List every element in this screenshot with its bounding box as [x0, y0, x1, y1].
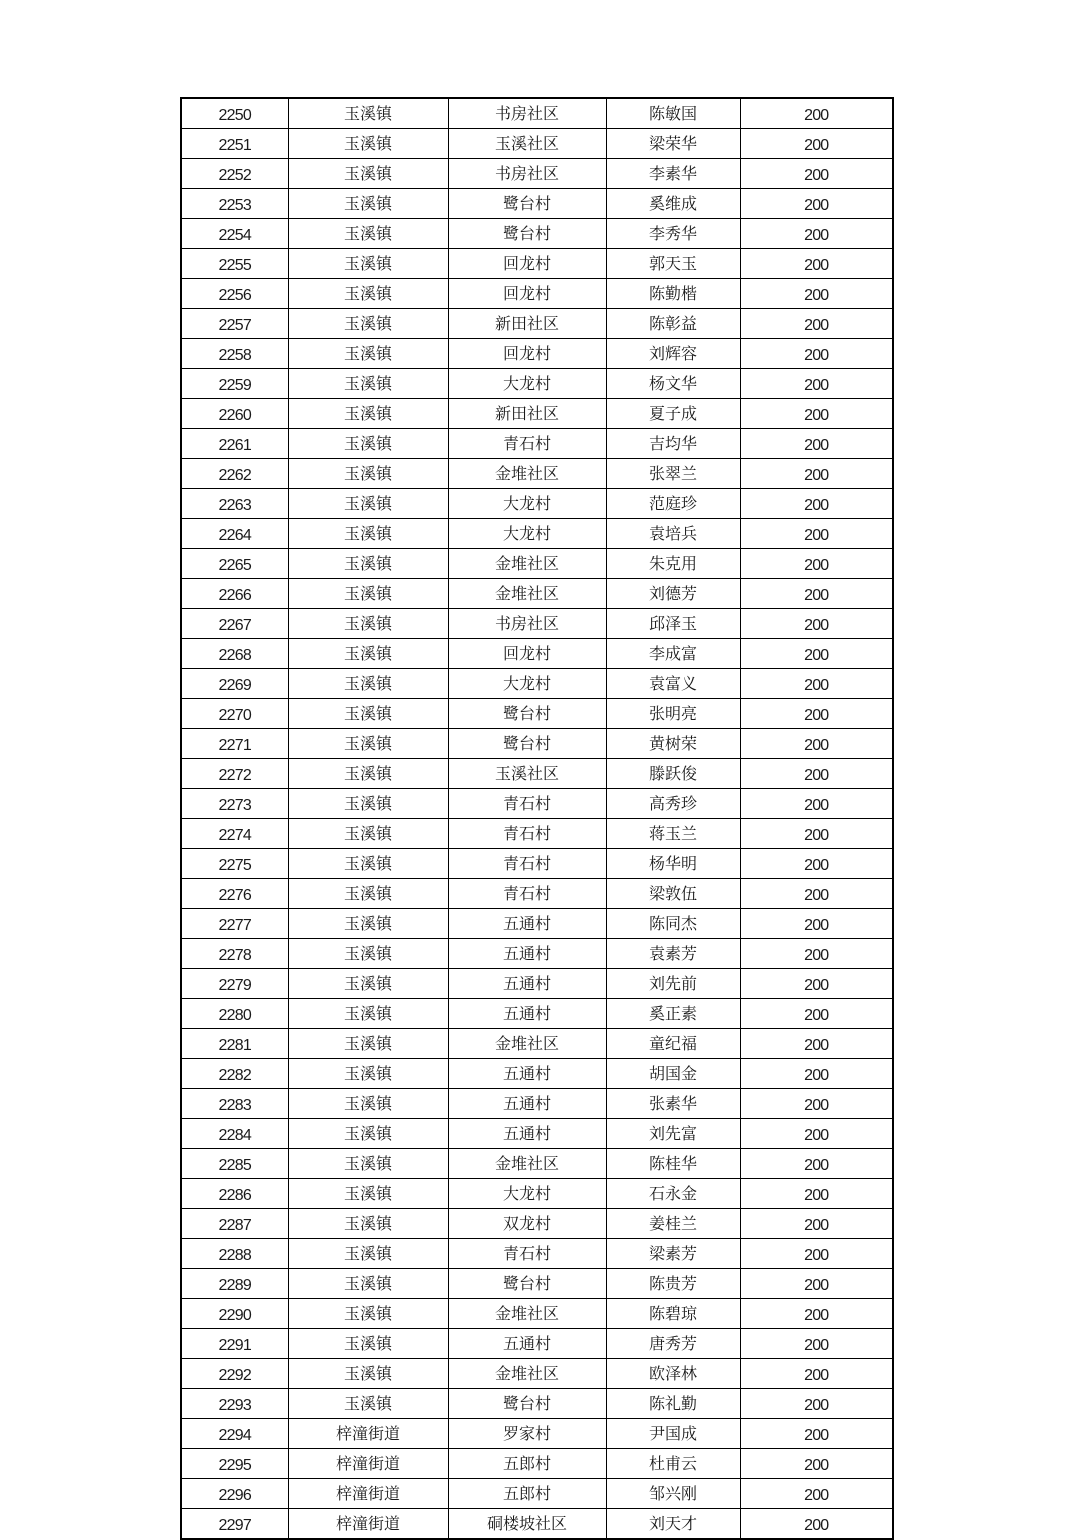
town-cell: 玉溪镇	[288, 1149, 448, 1179]
amount-cell: 200	[740, 1359, 893, 1389]
serial-number-cell: 2290	[181, 1299, 288, 1329]
amount-cell: 200	[740, 1419, 893, 1449]
person-name-cell: 夏子成	[606, 399, 740, 429]
village-cell: 回龙村	[448, 339, 606, 369]
person-name-cell: 朱克用	[606, 549, 740, 579]
table-row	[181, 159, 893, 189]
serial-number-cell: 2283	[181, 1089, 288, 1119]
table-row	[181, 969, 893, 999]
amount-cell: 200	[740, 1059, 893, 1089]
amount-cell: 200	[740, 1269, 893, 1299]
table-row	[181, 669, 893, 699]
serial-number-cell: 2270	[181, 699, 288, 729]
person-name-cell: 张明亮	[606, 699, 740, 729]
table-row	[181, 1089, 893, 1119]
town-cell: 玉溪镇	[288, 609, 448, 639]
table-row	[181, 1029, 893, 1059]
person-name-cell: 陈勤楷	[606, 279, 740, 309]
village-cell: 鹭台村	[448, 219, 606, 249]
village-cell: 鹭台村	[448, 729, 606, 759]
village-cell: 书房社区	[448, 98, 606, 129]
serial-number-cell: 2297	[181, 1509, 288, 1540]
town-cell: 梓潼街道	[288, 1419, 448, 1449]
town-cell: 玉溪镇	[288, 1389, 448, 1419]
village-cell: 双龙村	[448, 1209, 606, 1239]
village-cell: 硐楼坡社区	[448, 1509, 606, 1540]
person-name-cell: 童纪福	[606, 1029, 740, 1059]
table-row	[181, 519, 893, 549]
amount-cell: 200	[740, 1149, 893, 1179]
serial-number-cell: 2260	[181, 399, 288, 429]
amount-cell: 200	[740, 189, 893, 219]
village-cell: 五通村	[448, 1089, 606, 1119]
amount-cell: 200	[740, 789, 893, 819]
town-cell: 玉溪镇	[288, 219, 448, 249]
village-cell: 五郎村	[448, 1479, 606, 1509]
town-cell: 玉溪镇	[288, 879, 448, 909]
village-cell: 青石村	[448, 849, 606, 879]
amount-cell: 200	[740, 669, 893, 699]
table-row	[181, 549, 893, 579]
village-cell: 五通村	[448, 1329, 606, 1359]
amount-cell: 200	[740, 1329, 893, 1359]
village-cell: 大龙村	[448, 489, 606, 519]
town-cell: 玉溪镇	[288, 489, 448, 519]
amount-cell: 200	[740, 1119, 893, 1149]
roster-table-body	[181, 98, 893, 1539]
serial-number-cell: 2273	[181, 789, 288, 819]
town-cell: 玉溪镇	[288, 1359, 448, 1389]
amount-cell: 200	[740, 489, 893, 519]
town-cell: 玉溪镇	[288, 909, 448, 939]
table-row	[181, 909, 893, 939]
amount-cell: 200	[740, 1299, 893, 1329]
serial-number-cell: 2256	[181, 279, 288, 309]
town-cell: 玉溪镇	[288, 129, 448, 159]
table-row	[181, 1329, 893, 1359]
village-cell: 五通村	[448, 1119, 606, 1149]
village-cell: 五郎村	[448, 1449, 606, 1479]
village-cell: 金堆社区	[448, 579, 606, 609]
table-row	[181, 1389, 893, 1419]
town-cell: 玉溪镇	[288, 159, 448, 189]
town-cell: 玉溪镇	[288, 1059, 448, 1089]
village-cell: 大龙村	[448, 669, 606, 699]
serial-number-cell: 2251	[181, 129, 288, 159]
amount-cell: 200	[740, 639, 893, 669]
person-name-cell: 奚维成	[606, 189, 740, 219]
village-cell: 金堆社区	[448, 459, 606, 489]
serial-number-cell: 2257	[181, 309, 288, 339]
table-row	[181, 1149, 893, 1179]
amount-cell: 200	[740, 459, 893, 489]
amount-cell: 200	[740, 1209, 893, 1239]
person-name-cell: 欧泽林	[606, 1359, 740, 1389]
table-row	[181, 1509, 893, 1540]
person-name-cell: 陈桂华	[606, 1149, 740, 1179]
town-cell: 玉溪镇	[288, 1179, 448, 1209]
village-cell: 鹭台村	[448, 699, 606, 729]
person-name-cell: 石永金	[606, 1179, 740, 1209]
person-name-cell: 蒋玉兰	[606, 819, 740, 849]
serial-number-cell: 2287	[181, 1209, 288, 1239]
person-name-cell: 袁素芳	[606, 939, 740, 969]
amount-cell: 200	[740, 249, 893, 279]
village-cell: 金堆社区	[448, 549, 606, 579]
village-cell: 五通村	[448, 909, 606, 939]
village-cell: 金堆社区	[448, 1149, 606, 1179]
amount-cell: 200	[740, 579, 893, 609]
serial-number-cell: 2295	[181, 1449, 288, 1479]
person-name-cell: 杨文华	[606, 369, 740, 399]
town-cell: 玉溪镇	[288, 1269, 448, 1299]
town-cell: 玉溪镇	[288, 249, 448, 279]
village-cell: 鹭台村	[448, 1389, 606, 1419]
serial-number-cell: 2296	[181, 1479, 288, 1509]
serial-number-cell: 2274	[181, 819, 288, 849]
village-cell: 青石村	[448, 879, 606, 909]
amount-cell: 200	[740, 729, 893, 759]
town-cell: 玉溪镇	[288, 459, 448, 489]
table-row	[181, 579, 893, 609]
amount-cell: 200	[740, 699, 893, 729]
town-cell: 梓潼街道	[288, 1509, 448, 1540]
town-cell: 玉溪镇	[288, 1329, 448, 1359]
table-row	[181, 789, 893, 819]
village-cell: 五通村	[448, 1059, 606, 1089]
person-name-cell: 李秀华	[606, 219, 740, 249]
town-cell: 玉溪镇	[288, 1119, 448, 1149]
serial-number-cell: 2271	[181, 729, 288, 759]
table-row	[181, 609, 893, 639]
town-cell: 梓潼街道	[288, 1449, 448, 1479]
town-cell: 玉溪镇	[288, 1089, 448, 1119]
person-name-cell: 陈碧琼	[606, 1299, 740, 1329]
table-row	[181, 1179, 893, 1209]
table-row	[181, 759, 893, 789]
amount-cell: 200	[740, 429, 893, 459]
serial-number-cell: 2261	[181, 429, 288, 459]
village-cell: 书房社区	[448, 609, 606, 639]
serial-number-cell: 2286	[181, 1179, 288, 1209]
amount-cell: 200	[740, 879, 893, 909]
amount-cell: 200	[740, 309, 893, 339]
amount-cell: 200	[740, 219, 893, 249]
serial-number-cell: 2289	[181, 1269, 288, 1299]
person-name-cell: 奚正素	[606, 999, 740, 1029]
serial-number-cell: 2268	[181, 639, 288, 669]
table-row	[181, 639, 893, 669]
serial-number-cell: 2280	[181, 999, 288, 1029]
town-cell: 玉溪镇	[288, 849, 448, 879]
person-name-cell: 李素华	[606, 159, 740, 189]
town-cell: 玉溪镇	[288, 999, 448, 1029]
town-cell: 玉溪镇	[288, 98, 448, 129]
serial-number-cell: 2269	[181, 669, 288, 699]
town-cell: 梓潼街道	[288, 1479, 448, 1509]
person-name-cell: 刘德芳	[606, 579, 740, 609]
person-name-cell: 刘先富	[606, 1119, 740, 1149]
serial-number-cell: 2266	[181, 579, 288, 609]
table-row	[181, 1299, 893, 1329]
table-row	[181, 249, 893, 279]
person-name-cell: 陈同杰	[606, 909, 740, 939]
amount-cell: 200	[740, 1479, 893, 1509]
amount-cell: 200	[740, 399, 893, 429]
village-cell: 回龙村	[448, 639, 606, 669]
amount-cell: 200	[740, 759, 893, 789]
village-cell: 金堆社区	[448, 1299, 606, 1329]
table-row	[181, 309, 893, 339]
table-row	[181, 699, 893, 729]
person-name-cell: 陈贵芳	[606, 1269, 740, 1299]
person-name-cell: 范庭珍	[606, 489, 740, 519]
amount-cell: 200	[740, 1239, 893, 1269]
town-cell: 玉溪镇	[288, 279, 448, 309]
table-row	[181, 489, 893, 519]
amount-cell: 200	[740, 369, 893, 399]
town-cell: 玉溪镇	[288, 789, 448, 819]
amount-cell: 200	[740, 909, 893, 939]
person-name-cell: 陈礼勤	[606, 1389, 740, 1419]
amount-cell: 200	[740, 969, 893, 999]
serial-number-cell: 2276	[181, 879, 288, 909]
serial-number-cell: 2265	[181, 549, 288, 579]
serial-number-cell: 2264	[181, 519, 288, 549]
person-name-cell: 高秀珍	[606, 789, 740, 819]
person-name-cell: 郭天玉	[606, 249, 740, 279]
amount-cell: 200	[740, 939, 893, 969]
serial-number-cell: 2275	[181, 849, 288, 879]
town-cell: 玉溪镇	[288, 369, 448, 399]
person-name-cell: 袁培兵	[606, 519, 740, 549]
village-cell: 新田社区	[448, 309, 606, 339]
village-cell: 大龙村	[448, 369, 606, 399]
table-row	[181, 1449, 893, 1479]
table-row	[181, 189, 893, 219]
amount-cell: 200	[740, 129, 893, 159]
town-cell: 玉溪镇	[288, 189, 448, 219]
serial-number-cell: 2255	[181, 249, 288, 279]
village-cell: 新田社区	[448, 399, 606, 429]
town-cell: 玉溪镇	[288, 699, 448, 729]
table-row	[181, 279, 893, 309]
town-cell: 玉溪镇	[288, 579, 448, 609]
village-cell: 青石村	[448, 789, 606, 819]
village-cell: 鹭台村	[448, 1269, 606, 1299]
amount-cell: 200	[740, 849, 893, 879]
village-cell: 五通村	[448, 969, 606, 999]
table-row	[181, 1059, 893, 1089]
town-cell: 玉溪镇	[288, 519, 448, 549]
table-row	[181, 819, 893, 849]
person-name-cell: 刘天才	[606, 1509, 740, 1540]
town-cell: 玉溪镇	[288, 669, 448, 699]
amount-cell: 200	[740, 519, 893, 549]
town-cell: 玉溪镇	[288, 1029, 448, 1059]
village-cell: 玉溪社区	[448, 129, 606, 159]
amount-cell: 200	[740, 339, 893, 369]
person-name-cell: 陈彰益	[606, 309, 740, 339]
table-row	[181, 1239, 893, 1269]
town-cell: 玉溪镇	[288, 1239, 448, 1269]
table-row	[181, 999, 893, 1029]
table-row	[181, 939, 893, 969]
town-cell: 玉溪镇	[288, 639, 448, 669]
serial-number-cell: 2278	[181, 939, 288, 969]
serial-number-cell: 2267	[181, 609, 288, 639]
person-name-cell: 邱泽玉	[606, 609, 740, 639]
serial-number-cell: 2253	[181, 189, 288, 219]
village-cell: 青石村	[448, 819, 606, 849]
serial-number-cell: 2282	[181, 1059, 288, 1089]
person-name-cell: 李成富	[606, 639, 740, 669]
amount-cell: 200	[740, 279, 893, 309]
table-row	[181, 1119, 893, 1149]
town-cell: 玉溪镇	[288, 339, 448, 369]
table-row	[181, 429, 893, 459]
serial-number-cell: 2272	[181, 759, 288, 789]
person-name-cell: 刘辉容	[606, 339, 740, 369]
person-name-cell: 陈敏国	[606, 98, 740, 129]
roster-table	[180, 97, 894, 1540]
person-name-cell: 胡国金	[606, 1059, 740, 1089]
village-cell: 青石村	[448, 429, 606, 459]
town-cell: 玉溪镇	[288, 819, 448, 849]
table-row	[181, 459, 893, 489]
person-name-cell: 梁素芳	[606, 1239, 740, 1269]
village-cell: 五通村	[448, 939, 606, 969]
person-name-cell: 袁富义	[606, 669, 740, 699]
serial-number-cell: 2250	[181, 98, 288, 129]
serial-number-cell: 2292	[181, 1359, 288, 1389]
serial-number-cell: 2277	[181, 909, 288, 939]
serial-number-cell: 2254	[181, 219, 288, 249]
town-cell: 玉溪镇	[288, 429, 448, 459]
serial-number-cell: 2252	[181, 159, 288, 189]
person-name-cell: 刘先前	[606, 969, 740, 999]
amount-cell: 200	[740, 549, 893, 579]
person-name-cell: 唐秀芳	[606, 1329, 740, 1359]
serial-number-cell: 2293	[181, 1389, 288, 1419]
serial-number-cell: 2263	[181, 489, 288, 519]
amount-cell: 200	[740, 98, 893, 129]
town-cell: 玉溪镇	[288, 399, 448, 429]
table-row	[181, 729, 893, 759]
person-name-cell: 梁敦伍	[606, 879, 740, 909]
village-cell: 回龙村	[448, 279, 606, 309]
amount-cell: 200	[740, 999, 893, 1029]
person-name-cell: 张素华	[606, 1089, 740, 1119]
village-cell: 五通村	[448, 999, 606, 1029]
amount-cell: 200	[740, 1029, 893, 1059]
town-cell: 玉溪镇	[288, 549, 448, 579]
person-name-cell: 滕跃俊	[606, 759, 740, 789]
town-cell: 玉溪镇	[288, 759, 448, 789]
town-cell: 玉溪镇	[288, 1299, 448, 1329]
village-cell: 大龙村	[448, 519, 606, 549]
village-cell: 金堆社区	[448, 1359, 606, 1389]
table-row	[181, 1479, 893, 1509]
village-cell: 金堆社区	[448, 1029, 606, 1059]
person-name-cell: 杨华明	[606, 849, 740, 879]
table-row	[181, 879, 893, 909]
serial-number-cell: 2279	[181, 969, 288, 999]
table-row	[181, 98, 893, 129]
table-row	[181, 849, 893, 879]
person-name-cell: 张翠兰	[606, 459, 740, 489]
serial-number-cell: 2288	[181, 1239, 288, 1269]
village-cell: 青石村	[448, 1239, 606, 1269]
person-name-cell: 黄树荣	[606, 729, 740, 759]
serial-number-cell: 2294	[181, 1419, 288, 1449]
table-row	[181, 1359, 893, 1389]
village-cell: 大龙村	[448, 1179, 606, 1209]
village-cell: 鹭台村	[448, 189, 606, 219]
amount-cell: 200	[740, 1509, 893, 1540]
town-cell: 玉溪镇	[288, 309, 448, 339]
person-name-cell: 尹国成	[606, 1419, 740, 1449]
serial-number-cell: 2262	[181, 459, 288, 489]
town-cell: 玉溪镇	[288, 1209, 448, 1239]
serial-number-cell: 2284	[181, 1119, 288, 1149]
table-row	[181, 129, 893, 159]
person-name-cell: 姜桂兰	[606, 1209, 740, 1239]
town-cell: 玉溪镇	[288, 969, 448, 999]
amount-cell: 200	[740, 819, 893, 849]
amount-cell: 200	[740, 1089, 893, 1119]
amount-cell: 200	[740, 609, 893, 639]
serial-number-cell: 2285	[181, 1149, 288, 1179]
serial-number-cell: 2281	[181, 1029, 288, 1059]
person-name-cell: 杜甫云	[606, 1449, 740, 1479]
amount-cell: 200	[740, 1179, 893, 1209]
table-row	[181, 1209, 893, 1239]
village-cell: 回龙村	[448, 249, 606, 279]
table-row	[181, 219, 893, 249]
amount-cell: 200	[740, 159, 893, 189]
table-row	[181, 1269, 893, 1299]
table-row	[181, 339, 893, 369]
table-row	[181, 1419, 893, 1449]
amount-cell: 200	[740, 1389, 893, 1419]
village-cell: 玉溪社区	[448, 759, 606, 789]
person-name-cell: 吉均华	[606, 429, 740, 459]
town-cell: 玉溪镇	[288, 939, 448, 969]
table-row	[181, 369, 893, 399]
serial-number-cell: 2258	[181, 339, 288, 369]
person-name-cell: 梁荣华	[606, 129, 740, 159]
village-cell: 书房社区	[448, 159, 606, 189]
village-cell: 罗家村	[448, 1419, 606, 1449]
serial-number-cell: 2291	[181, 1329, 288, 1359]
person-name-cell: 邹兴刚	[606, 1479, 740, 1509]
table-row	[181, 399, 893, 429]
serial-number-cell: 2259	[181, 369, 288, 399]
amount-cell: 200	[740, 1449, 893, 1479]
town-cell: 玉溪镇	[288, 729, 448, 759]
